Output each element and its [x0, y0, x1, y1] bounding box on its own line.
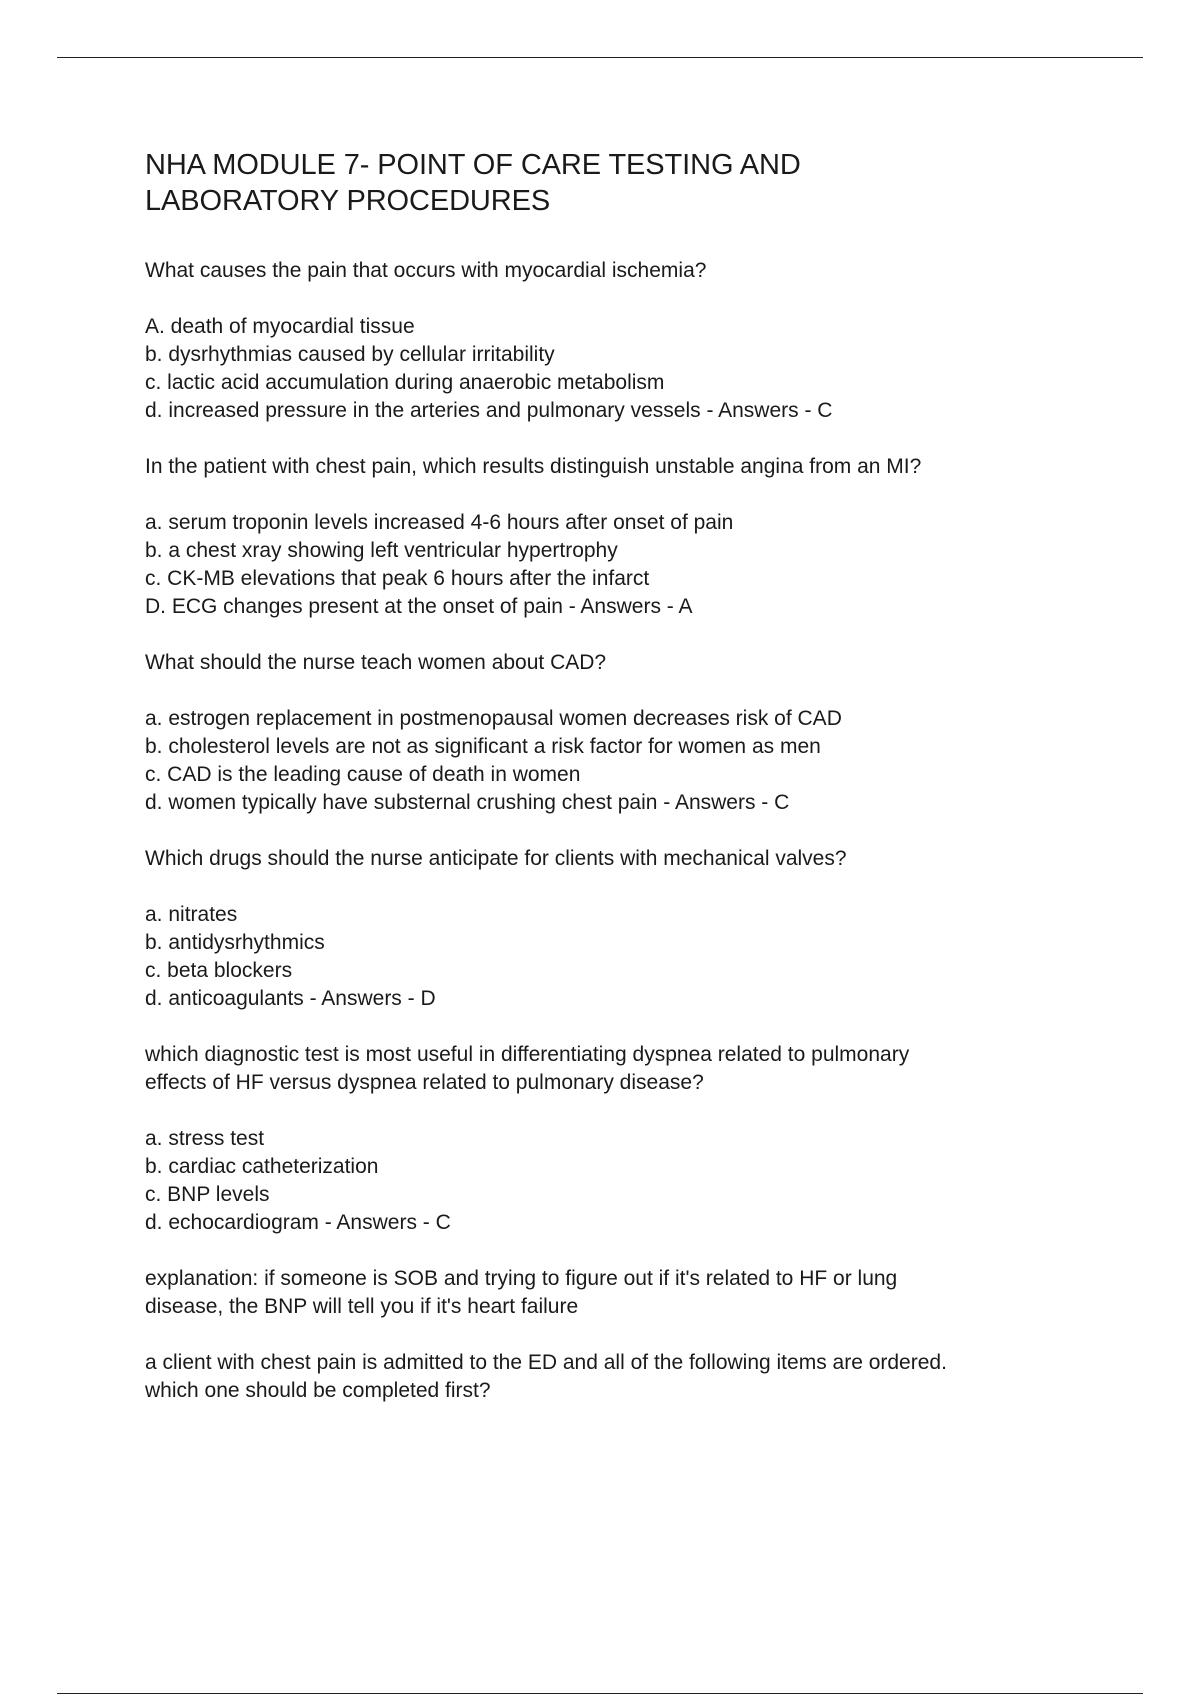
document-body: [145, 147, 1105, 1433]
bottom-divider: [57, 1693, 1143, 1694]
explanation-text: [145, 1265, 1105, 1321]
option-item: b. a chest xray showing left ventricular hypertrophy: [145, 539, 618, 562]
question-prompt: [145, 1041, 1105, 1097]
top-divider: [57, 57, 1143, 58]
option-item: c. lactic acid accumulation during anaerobic metabolism: [145, 371, 665, 394]
option-item: a. nitrates: [145, 903, 238, 926]
answer-options: [145, 509, 1105, 621]
option-item: d. increased pressure in the arteries and pulmonary vessels - Answers - C: [145, 399, 833, 422]
option-item: D. ECG changes present at the onset of pain - Answers - A: [145, 595, 693, 618]
question-prompt: In the patient with chest pain, which results distinguish unstable angina from an MI?: [145, 455, 922, 478]
option-item: d. echocardiogram - Answers - C: [145, 1211, 451, 1234]
option-item: b. cholesterol levels are not as significant a risk factor for women as men: [145, 735, 821, 758]
option-item: c. CAD is the leading cause of death in women: [145, 763, 581, 786]
answer-options: [145, 313, 1105, 425]
option-item: a. stress test: [145, 1127, 265, 1150]
option-item: b. antidysrhythmics: [145, 931, 325, 954]
answer-options: [145, 705, 1105, 817]
document-title: [145, 147, 1105, 219]
question-prompt: What should the nurse teach women about CAD?: [145, 651, 607, 674]
answer-options: [145, 1125, 1105, 1237]
question-prompt: Which drugs should the nurse anticipate for clients with mechanical valves?: [145, 847, 847, 870]
option-item: c. beta blockers: [145, 959, 293, 982]
option-item: a. estrogen replacement in postmenopausal women decreases risk of CAD: [145, 707, 842, 730]
option-item: d. anticoagulants - Answers - D: [145, 987, 436, 1010]
question-prompt-line: which one should be completed first?: [145, 1379, 491, 1402]
title-line-2: LABORATORY PROCEDURES: [145, 185, 551, 217]
explanation-line: explanation: if someone is SOB and trying to figure out if it's related to HF or lung: [145, 1267, 898, 1290]
option-item: c. BNP levels: [145, 1183, 270, 1206]
option-item: d. women typically have substernal crushing chest pain - Answers - C: [145, 791, 790, 814]
option-item: c. CK-MB elevations that peak 6 hours after the infarct: [145, 567, 650, 590]
option-item: A. death of myocardial tissue: [145, 315, 415, 338]
question-prompt-line: effects of HF versus dyspnea related to pulmonary disease?: [145, 1071, 704, 1094]
option-item: b. cardiac catheterization: [145, 1155, 379, 1178]
question-prompt: [145, 1349, 1105, 1405]
question-prompt-line: a client with chest pain is admitted to the ED and all of the following items are ordered.: [145, 1351, 947, 1374]
question-prompt: What causes the pain that occurs with myocardial ischemia?: [145, 259, 707, 282]
explanation-line: disease, the BNP will tell you if it's heart failure: [145, 1295, 579, 1318]
option-item: a. serum troponin levels increased 4-6 hours after onset of pain: [145, 511, 734, 534]
question-prompt-line: which diagnostic test is most useful in differentiating dyspnea related to pulmonary: [145, 1043, 910, 1066]
answer-options: [145, 901, 1105, 1013]
title-line-1: NHA MODULE 7- POINT OF CARE TESTING AND: [145, 149, 801, 181]
option-item: b. dysrhythmias caused by cellular irritability: [145, 343, 555, 366]
